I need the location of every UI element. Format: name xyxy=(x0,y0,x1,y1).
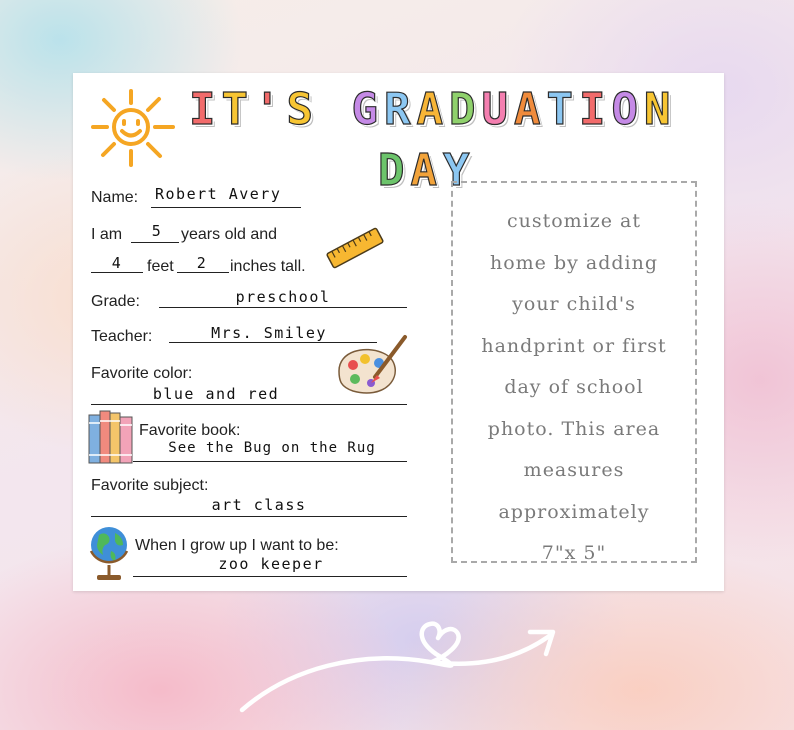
heart-swoosh-arrow-icon xyxy=(230,610,570,720)
teacher-value: Mrs. Smiley xyxy=(211,324,327,342)
photo-text-line: handprint or first xyxy=(481,334,667,357)
title-letter: O xyxy=(611,84,644,135)
title-letter: D xyxy=(449,84,482,135)
photo-instructions xyxy=(453,201,695,575)
paint-palette-icon xyxy=(331,331,411,403)
grade-line xyxy=(159,307,407,308)
name-line xyxy=(151,207,301,208)
feet-label: feet xyxy=(147,258,174,275)
name-label: Name: xyxy=(91,189,139,206)
title-letter: D xyxy=(378,145,411,196)
inches-value: 2 xyxy=(196,254,208,272)
age-line xyxy=(131,242,179,243)
title-letter: I xyxy=(189,84,222,135)
title-letter: A xyxy=(514,84,547,135)
grow-up-value: zoo keeper xyxy=(218,555,324,573)
favorite-color-label: Favorite color: xyxy=(91,365,193,382)
title-letter: S xyxy=(286,84,319,135)
favorite-book-label: Favorite book: xyxy=(139,422,241,439)
title-letter: A xyxy=(410,145,443,196)
photo-text-line: day of school xyxy=(504,376,644,398)
photo-text-line: approximately xyxy=(498,500,650,523)
title-letter: G xyxy=(351,84,384,135)
title-letter: N xyxy=(644,84,677,135)
inches-label: inches tall. xyxy=(230,258,306,275)
favorite-subject-label: Favorite subject: xyxy=(91,477,209,494)
favorite-color-line xyxy=(91,404,407,405)
feet-line xyxy=(91,272,143,273)
favorite-subject-value: art class xyxy=(211,496,307,514)
favorite-book-line xyxy=(133,461,407,462)
title-letter: T xyxy=(546,84,579,135)
teacher-label: Teacher: xyxy=(91,328,153,345)
books-icon xyxy=(87,409,135,465)
title-letter: I xyxy=(579,84,612,135)
grade-value: preschool xyxy=(235,288,331,306)
title-letter: A xyxy=(416,84,449,135)
globe-icon xyxy=(87,521,133,583)
age-suffix-label: years old and xyxy=(181,226,278,243)
grow-up-label: When I grow up I want to be: xyxy=(135,537,339,554)
photo-text-line: home by adding xyxy=(489,251,659,274)
favorite-subject-line xyxy=(91,516,407,517)
graduation-card xyxy=(73,73,724,591)
title-letter: T xyxy=(221,84,254,135)
favorite-color-value: blue and red xyxy=(152,385,280,403)
title-letter: Y xyxy=(443,145,476,196)
age-value: 5 xyxy=(151,222,163,240)
favorite-book-value: See the Bug on the Rug xyxy=(168,440,376,456)
title-letter: R xyxy=(384,84,417,135)
photo-text-line: 7"x 5" xyxy=(541,542,607,564)
grade-label: Grade: xyxy=(91,293,140,310)
grow-up-line xyxy=(133,576,407,577)
feet-value: 4 xyxy=(111,254,123,272)
photo-text-line: measures xyxy=(523,459,625,481)
title-letter: ' xyxy=(254,84,287,135)
name-value: Robert Avery xyxy=(155,185,282,203)
inches-line xyxy=(177,272,229,273)
photo-text-line: your child's xyxy=(512,293,636,315)
photo-text-line: photo. This area xyxy=(487,417,661,440)
photo-text-line: customize at xyxy=(506,210,642,232)
title-letter: U xyxy=(481,84,514,135)
ruler-icon xyxy=(323,223,387,273)
age-prefix-label: I am xyxy=(91,226,123,243)
photo-placeholder-area xyxy=(451,181,697,563)
